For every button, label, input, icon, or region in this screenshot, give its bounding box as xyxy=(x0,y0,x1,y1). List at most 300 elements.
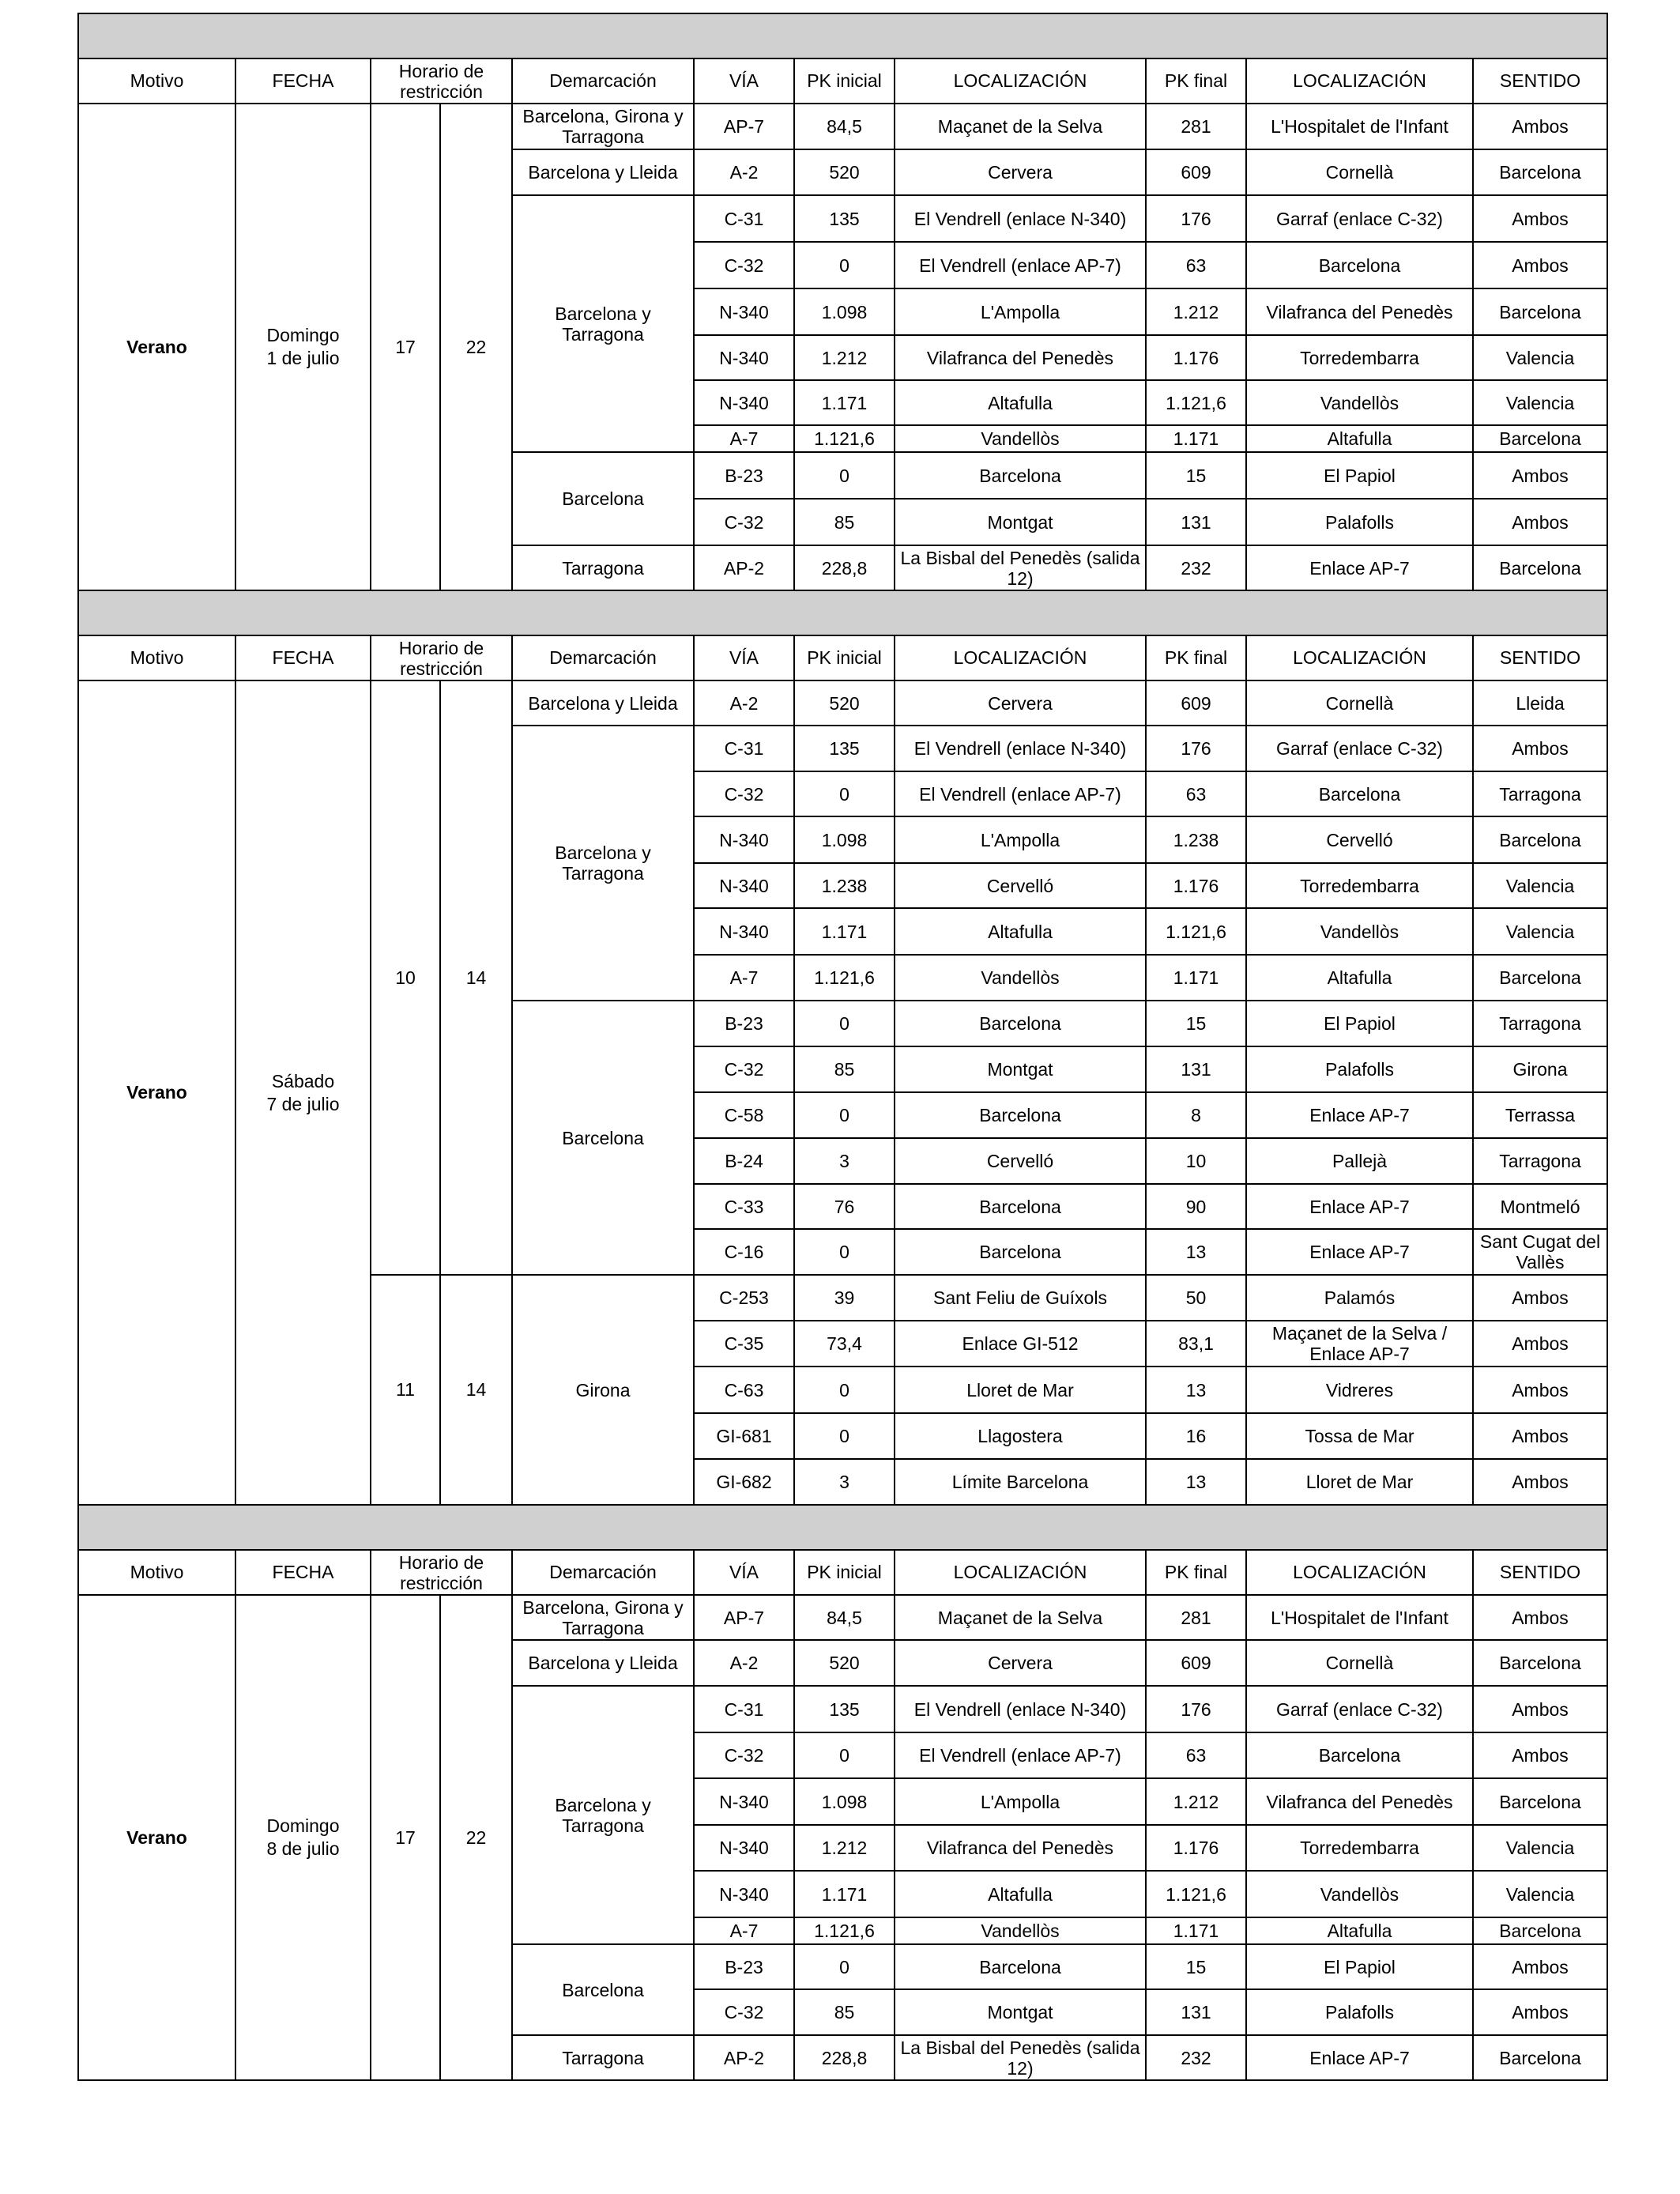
column-header: Demarcación xyxy=(512,1550,694,1595)
localizacion-final-cell: Altafulla xyxy=(1246,1917,1473,1944)
localizacion-final-cell: Cervelló xyxy=(1246,816,1473,863)
localizacion-final-cell: Altafulla xyxy=(1246,955,1473,1001)
pk-inicial-cell: 0 xyxy=(794,242,895,288)
localizacion-inicial-cell: Vandellòs xyxy=(895,955,1146,1001)
column-header: LOCALIZACIÓN xyxy=(1246,635,1473,680)
hora-fin-cell: 14 xyxy=(440,1275,512,1505)
hora-fin-cell: 14 xyxy=(440,680,512,1275)
localizacion-final-cell: Cornellà xyxy=(1246,1640,1473,1686)
localizacion-final-cell: Vidreres xyxy=(1246,1367,1473,1413)
column-header: Demarcación xyxy=(512,58,694,104)
demarcacion-cell: Barcelona, Girona y Tarragona xyxy=(512,104,694,149)
pk-inicial-cell: 1.171 xyxy=(794,380,895,425)
localizacion-final-cell: Torredembarra xyxy=(1246,863,1473,908)
localizacion-final-cell: Enlace AP-7 xyxy=(1246,545,1473,590)
pk-inicial-cell: 85 xyxy=(794,499,895,545)
pk-inicial-cell: 73,4 xyxy=(794,1321,895,1367)
via-cell: N-340 xyxy=(694,288,794,335)
pk-final-cell: 176 xyxy=(1146,195,1246,242)
localizacion-inicial-cell: Lloret de Mar xyxy=(895,1367,1146,1413)
table-row xyxy=(78,104,1607,149)
hora-inicio-cell: 10 xyxy=(371,680,440,1275)
sentido-cell: Barcelona xyxy=(1473,816,1607,863)
pk-inicial-cell: 3 xyxy=(794,1138,895,1184)
sentido-cell: Lleida xyxy=(1473,680,1607,726)
pk-final-cell: 13 xyxy=(1146,1459,1246,1505)
sentido-cell: Terrassa xyxy=(1473,1092,1607,1138)
sentido-cell: Ambos xyxy=(1473,1413,1607,1459)
localizacion-inicial-cell: L'Ampolla xyxy=(895,288,1146,335)
via-cell: AP-2 xyxy=(694,2035,794,2080)
localizacion-inicial-cell: Barcelona xyxy=(895,1092,1146,1138)
column-header: SENTIDO xyxy=(1473,1550,1607,1595)
pk-final-cell: 1.171 xyxy=(1146,425,1246,452)
demarcacion-cell: Barcelona, Girona y Tarragona xyxy=(512,1595,694,1640)
pk-final-cell: 1.176 xyxy=(1146,335,1246,380)
pk-inicial-cell: 1.212 xyxy=(794,335,895,380)
via-cell: A-2 xyxy=(694,1640,794,1686)
column-header: PK inicial xyxy=(794,635,895,680)
via-cell: C-35 xyxy=(694,1321,794,1367)
pk-inicial-cell: 85 xyxy=(794,1989,895,2035)
sentido-cell: Girona xyxy=(1473,1046,1607,1092)
pk-final-cell: 15 xyxy=(1146,452,1246,499)
localizacion-inicial-cell: Altafulla xyxy=(895,1871,1146,1917)
sentido-cell: Valencia xyxy=(1473,908,1607,955)
pk-inicial-cell: 84,5 xyxy=(794,104,895,149)
pk-inicial-cell: 228,8 xyxy=(794,2035,895,2080)
localizacion-final-cell: Enlace AP-7 xyxy=(1246,1092,1473,1138)
column-header: VÍA xyxy=(694,1550,794,1595)
section-band xyxy=(78,13,1607,58)
localizacion-final-cell: Barcelona xyxy=(1246,771,1473,816)
localizacion-inicial-cell: Altafulla xyxy=(895,380,1146,425)
localizacion-inicial-cell: Cervelló xyxy=(895,1138,1146,1184)
pk-final-cell: 1.238 xyxy=(1146,816,1246,863)
localizacion-inicial-cell: Montgat xyxy=(895,1989,1146,2035)
sentido-cell: Valencia xyxy=(1473,863,1607,908)
pk-final-cell: 83,1 xyxy=(1146,1321,1246,1367)
column-header: Horario de restricción xyxy=(371,635,512,680)
localizacion-inicial-cell: El Vendrell (enlace N-340) xyxy=(895,726,1146,771)
column-header: FECHA xyxy=(235,1550,371,1595)
localizacion-final-cell: El Papiol xyxy=(1246,452,1473,499)
hora-inicio-cell: 17 xyxy=(371,104,440,590)
sentido-cell: Ambos xyxy=(1473,452,1607,499)
sentido-cell: Barcelona xyxy=(1473,955,1607,1001)
localizacion-final-cell: Vandellòs xyxy=(1246,380,1473,425)
localizacion-inicial-cell: Cervera xyxy=(895,1640,1146,1686)
via-cell: A-7 xyxy=(694,1917,794,1944)
via-cell: C-32 xyxy=(694,1046,794,1092)
pk-inicial-cell: 1.121,6 xyxy=(794,1917,895,1944)
column-header: LOCALIZACIÓN xyxy=(895,58,1146,104)
demarcacion-cell: Barcelona y Lleida xyxy=(512,680,694,726)
localizacion-inicial-cell: L'Ampolla xyxy=(895,1778,1146,1825)
via-cell: N-340 xyxy=(694,1778,794,1825)
localizacion-inicial-cell: Cervera xyxy=(895,680,1146,726)
localizacion-inicial-cell: Límite Barcelona xyxy=(895,1459,1146,1505)
demarcacion-cell: Tarragona xyxy=(512,545,694,590)
pk-final-cell: 13 xyxy=(1146,1229,1246,1275)
pk-inicial-cell: 520 xyxy=(794,149,895,195)
localizacion-final-cell: Maçanet de la Selva / Enlace AP-7 xyxy=(1246,1321,1473,1367)
via-cell: AP-7 xyxy=(694,1595,794,1640)
localizacion-inicial-cell: Maçanet de la Selva xyxy=(895,104,1146,149)
pk-final-cell: 1.121,6 xyxy=(1146,380,1246,425)
localizacion-inicial-cell: Vandellòs xyxy=(895,1917,1146,1944)
via-cell: C-32 xyxy=(694,499,794,545)
via-cell: GI-681 xyxy=(694,1413,794,1459)
column-header: Horario de restricción xyxy=(371,58,512,104)
localizacion-final-cell: Enlace AP-7 xyxy=(1246,2035,1473,2080)
motivo-cell: Verano xyxy=(78,104,235,590)
localizacion-inicial-cell: El Vendrell (enlace AP-7) xyxy=(895,1732,1146,1778)
pk-final-cell: 8 xyxy=(1146,1092,1246,1138)
via-cell: N-340 xyxy=(694,1825,794,1871)
sentido-cell: Ambos xyxy=(1473,1944,1607,1989)
localizacion-inicial-cell: El Vendrell (enlace N-340) xyxy=(895,1686,1146,1732)
demarcacion-cell: Barcelona xyxy=(512,1944,694,2035)
pk-final-cell: 1.121,6 xyxy=(1146,908,1246,955)
via-cell: C-31 xyxy=(694,1686,794,1732)
localizacion-final-cell: L'Hospitalet de l'Infant xyxy=(1246,1595,1473,1640)
localizacion-inicial-cell: El Vendrell (enlace N-340) xyxy=(895,195,1146,242)
localizacion-final-cell: Cornellà xyxy=(1246,680,1473,726)
column-header: LOCALIZACIÓN xyxy=(895,635,1146,680)
localizacion-final-cell: Palamós xyxy=(1246,1275,1473,1321)
column-header: PK final xyxy=(1146,1550,1246,1595)
pk-inicial-cell: 39 xyxy=(794,1275,895,1321)
pk-final-cell: 15 xyxy=(1146,1001,1246,1046)
pk-final-cell: 232 xyxy=(1146,2035,1246,2080)
pk-inicial-cell: 1.098 xyxy=(794,288,895,335)
via-cell: B-23 xyxy=(694,452,794,499)
restriction-tables xyxy=(77,13,1605,2081)
via-cell: B-23 xyxy=(694,1001,794,1046)
pk-final-cell: 10 xyxy=(1146,1138,1246,1184)
sentido-cell: Ambos xyxy=(1473,104,1607,149)
demarcacion-cell: Barcelona y Lleida xyxy=(512,149,694,195)
via-cell: C-31 xyxy=(694,726,794,771)
pk-final-cell: 131 xyxy=(1146,1046,1246,1092)
pk-final-cell: 1.176 xyxy=(1146,863,1246,908)
via-cell: N-340 xyxy=(694,335,794,380)
pk-final-cell: 131 xyxy=(1146,499,1246,545)
sentido-cell: Ambos xyxy=(1473,1321,1607,1367)
column-header: FECHA xyxy=(235,635,371,680)
sentido-cell: Ambos xyxy=(1473,499,1607,545)
pk-inicial-cell: 85 xyxy=(794,1046,895,1092)
pk-final-cell: 281 xyxy=(1146,1595,1246,1640)
pk-inicial-cell: 520 xyxy=(794,680,895,726)
sentido-cell: Sant Cugat del Vallès xyxy=(1473,1229,1607,1275)
sentido-cell: Valencia xyxy=(1473,1871,1607,1917)
localizacion-final-cell: Enlace AP-7 xyxy=(1246,1184,1473,1229)
pk-final-cell: 176 xyxy=(1146,1686,1246,1732)
localizacion-inicial-cell: Barcelona xyxy=(895,1184,1146,1229)
pk-inicial-cell: 0 xyxy=(794,1367,895,1413)
via-cell: AP-7 xyxy=(694,104,794,149)
pk-inicial-cell: 1.121,6 xyxy=(794,955,895,1001)
pk-final-cell: 63 xyxy=(1146,771,1246,816)
localizacion-final-cell: Palafolls xyxy=(1246,499,1473,545)
pk-inicial-cell: 3 xyxy=(794,1459,895,1505)
localizacion-inicial-cell: L'Ampolla xyxy=(895,816,1146,863)
table-row xyxy=(78,680,1607,726)
pk-inicial-cell: 1.171 xyxy=(794,1871,895,1917)
pk-final-cell: 1.171 xyxy=(1146,1917,1246,1944)
localizacion-inicial-cell: Barcelona xyxy=(895,1229,1146,1275)
section-band xyxy=(78,1505,1607,1550)
localizacion-final-cell: Vandellòs xyxy=(1246,908,1473,955)
localizacion-final-cell: Barcelona xyxy=(1246,242,1473,288)
sentido-cell: Barcelona xyxy=(1473,288,1607,335)
pk-final-cell: 15 xyxy=(1146,1944,1246,1989)
localizacion-inicial-cell: Barcelona xyxy=(895,1944,1146,1989)
pk-final-cell: 1.171 xyxy=(1146,955,1246,1001)
column-header: PK inicial xyxy=(794,58,895,104)
hora-inicio-cell: 11 xyxy=(371,1275,440,1505)
via-cell: C-31 xyxy=(694,195,794,242)
pk-inicial-cell: 0 xyxy=(794,452,895,499)
localizacion-final-cell: L'Hospitalet de l'Infant xyxy=(1246,104,1473,149)
via-cell: N-340 xyxy=(694,908,794,955)
column-header: Horario de restricción xyxy=(371,1550,512,1595)
demarcacion-cell: Barcelona y Tarragona xyxy=(512,195,694,452)
fecha-cell: Domingo 1 de julio xyxy=(235,104,371,590)
localizacion-final-cell: Palafolls xyxy=(1246,1989,1473,2035)
pk-inicial-cell: 0 xyxy=(794,1413,895,1459)
localizacion-final-cell: Cornellà xyxy=(1246,149,1473,195)
sentido-cell: Ambos xyxy=(1473,1367,1607,1413)
localizacion-final-cell: El Papiol xyxy=(1246,1944,1473,1989)
sentido-cell: Barcelona xyxy=(1473,545,1607,590)
via-cell: C-32 xyxy=(694,771,794,816)
pk-inicial-cell: 228,8 xyxy=(794,545,895,590)
motivo-cell: Verano xyxy=(78,680,235,1505)
localizacion-final-cell: Altafulla xyxy=(1246,425,1473,452)
localizacion-inicial-cell: Llagostera xyxy=(895,1413,1146,1459)
pk-inicial-cell: 1.098 xyxy=(794,816,895,863)
sentido-cell: Ambos xyxy=(1473,1595,1607,1640)
sentido-cell: Valencia xyxy=(1473,1825,1607,1871)
sentido-cell: Ambos xyxy=(1473,1275,1607,1321)
sentido-cell: Ambos xyxy=(1473,242,1607,288)
column-header: Motivo xyxy=(78,635,235,680)
column-header: LOCALIZACIÓN xyxy=(1246,1550,1473,1595)
column-header: SENTIDO xyxy=(1473,635,1607,680)
localizacion-final-cell: El Papiol xyxy=(1246,1001,1473,1046)
pk-inicial-cell: 84,5 xyxy=(794,1595,895,1640)
pk-inicial-cell: 0 xyxy=(794,1092,895,1138)
sentido-cell: Montmeló xyxy=(1473,1184,1607,1229)
sentido-cell: Barcelona xyxy=(1473,1778,1607,1825)
localizacion-inicial-cell: Cervera xyxy=(895,149,1146,195)
demarcacion-cell: Barcelona y Tarragona xyxy=(512,726,694,1001)
sentido-cell: Tarragona xyxy=(1473,1001,1607,1046)
via-cell: C-16 xyxy=(694,1229,794,1275)
localizacion-inicial-cell: La Bisbal del Penedès (salida 12) xyxy=(895,545,1146,590)
restriction-table xyxy=(77,1504,1608,2081)
localizacion-final-cell: Lloret de Mar xyxy=(1246,1459,1473,1505)
localizacion-inicial-cell: Sant Feliu de Guíxols xyxy=(895,1275,1146,1321)
pk-inicial-cell: 135 xyxy=(794,195,895,242)
via-cell: N-340 xyxy=(694,380,794,425)
demarcacion-cell: Barcelona y Lleida xyxy=(512,1640,694,1686)
sentido-cell: Tarragona xyxy=(1473,1138,1607,1184)
localizacion-final-cell: Garraf (enlace C-32) xyxy=(1246,726,1473,771)
pk-inicial-cell: 520 xyxy=(794,1640,895,1686)
localizacion-final-cell: Barcelona xyxy=(1246,1732,1473,1778)
localizacion-final-cell: Palafolls xyxy=(1246,1046,1473,1092)
localizacion-inicial-cell: Cervelló xyxy=(895,863,1146,908)
column-header: PK final xyxy=(1146,58,1246,104)
sentido-cell: Barcelona xyxy=(1473,425,1607,452)
pk-final-cell: 281 xyxy=(1146,104,1246,149)
sentido-cell: Ambos xyxy=(1473,1989,1607,2035)
localizacion-final-cell: Enlace AP-7 xyxy=(1246,1229,1473,1275)
pk-final-cell: 16 xyxy=(1146,1413,1246,1459)
pk-final-cell: 176 xyxy=(1146,726,1246,771)
pk-inicial-cell: 1.212 xyxy=(794,1825,895,1871)
column-header: PK final xyxy=(1146,635,1246,680)
via-cell: C-63 xyxy=(694,1367,794,1413)
pk-inicial-cell: 76 xyxy=(794,1184,895,1229)
pk-inicial-cell: 135 xyxy=(794,1686,895,1732)
pk-inicial-cell: 1.098 xyxy=(794,1778,895,1825)
pk-inicial-cell: 0 xyxy=(794,1229,895,1275)
pk-inicial-cell: 0 xyxy=(794,771,895,816)
pk-final-cell: 1.212 xyxy=(1146,288,1246,335)
localizacion-final-cell: Garraf (enlace C-32) xyxy=(1246,1686,1473,1732)
localizacion-inicial-cell: El Vendrell (enlace AP-7) xyxy=(895,242,1146,288)
hora-fin-cell: 22 xyxy=(440,1595,512,2080)
pk-final-cell: 1.176 xyxy=(1146,1825,1246,1871)
column-header: SENTIDO xyxy=(1473,58,1607,104)
hora-fin-cell: 22 xyxy=(440,104,512,590)
via-cell: C-253 xyxy=(694,1275,794,1321)
via-cell: N-340 xyxy=(694,816,794,863)
pk-final-cell: 63 xyxy=(1146,242,1246,288)
via-cell: A-2 xyxy=(694,149,794,195)
pk-final-cell: 609 xyxy=(1146,1640,1246,1686)
via-cell: A-2 xyxy=(694,680,794,726)
hora-inicio-cell: 17 xyxy=(371,1595,440,2080)
via-cell: A-7 xyxy=(694,955,794,1001)
pk-inicial-cell: 0 xyxy=(794,1001,895,1046)
restriction-table xyxy=(77,13,1608,591)
localizacion-final-cell: Torredembarra xyxy=(1246,1825,1473,1871)
via-cell: N-340 xyxy=(694,1871,794,1917)
via-cell: N-340 xyxy=(694,863,794,908)
localizacion-final-cell: Vandellòs xyxy=(1246,1871,1473,1917)
table-row xyxy=(78,1595,1607,1640)
localizacion-inicial-cell: Barcelona xyxy=(895,1001,1146,1046)
pk-final-cell: 1.212 xyxy=(1146,1778,1246,1825)
sentido-cell: Ambos xyxy=(1473,1459,1607,1505)
column-header: LOCALIZACIÓN xyxy=(1246,58,1473,104)
localizacion-final-cell: Pallejà xyxy=(1246,1138,1473,1184)
localizacion-final-cell: Vilafranca del Penedès xyxy=(1246,1778,1473,1825)
localizacion-inicial-cell: Vilafranca del Penedès xyxy=(895,335,1146,380)
column-header: Motivo xyxy=(78,58,235,104)
demarcacion-cell: Barcelona y Tarragona xyxy=(512,1686,694,1944)
pk-final-cell: 131 xyxy=(1146,1989,1246,2035)
localizacion-final-cell: Tossa de Mar xyxy=(1246,1413,1473,1459)
pk-inicial-cell: 0 xyxy=(794,1732,895,1778)
via-cell: C-32 xyxy=(694,1989,794,2035)
via-cell: B-24 xyxy=(694,1138,794,1184)
header-row xyxy=(78,1550,1607,1595)
pk-inicial-cell: 135 xyxy=(794,726,895,771)
column-header: Motivo xyxy=(78,1550,235,1595)
localizacion-inicial-cell: Montgat xyxy=(895,1046,1146,1092)
via-cell: GI-682 xyxy=(694,1459,794,1505)
sentido-cell: Ambos xyxy=(1473,1732,1607,1778)
sentido-cell: Ambos xyxy=(1473,726,1607,771)
demarcacion-cell: Tarragona xyxy=(512,2035,694,2080)
demarcacion-cell: Barcelona xyxy=(512,452,694,545)
sentido-cell: Ambos xyxy=(1473,1686,1607,1732)
fecha-cell: Sábado 7 de julio xyxy=(235,680,371,1505)
pk-final-cell: 1.121,6 xyxy=(1146,1871,1246,1917)
via-cell: C-32 xyxy=(694,1732,794,1778)
localizacion-final-cell: Vilafranca del Penedès xyxy=(1246,288,1473,335)
column-header: LOCALIZACIÓN xyxy=(895,1550,1146,1595)
demarcacion-cell: Barcelona xyxy=(512,1001,694,1275)
via-cell: A-7 xyxy=(694,425,794,452)
header-row xyxy=(78,635,1607,680)
pk-final-cell: 63 xyxy=(1146,1732,1246,1778)
pk-final-cell: 90 xyxy=(1146,1184,1246,1229)
header-row xyxy=(78,58,1607,104)
localizacion-inicial-cell: Altafulla xyxy=(895,908,1146,955)
column-header: VÍA xyxy=(694,58,794,104)
localizacion-inicial-cell: Barcelona xyxy=(895,452,1146,499)
via-cell: B-23 xyxy=(694,1944,794,1989)
via-cell: AP-2 xyxy=(694,545,794,590)
pk-final-cell: 609 xyxy=(1146,149,1246,195)
sentido-cell: Valencia xyxy=(1473,380,1607,425)
pk-inicial-cell: 1.171 xyxy=(794,908,895,955)
pk-final-cell: 50 xyxy=(1146,1275,1246,1321)
sentido-cell: Barcelona xyxy=(1473,149,1607,195)
column-header: VÍA xyxy=(694,635,794,680)
pk-inicial-cell: 1.121,6 xyxy=(794,425,895,452)
demarcacion-cell: Girona xyxy=(512,1275,694,1505)
via-cell: C-58 xyxy=(694,1092,794,1138)
localizacion-final-cell: Garraf (enlace C-32) xyxy=(1246,195,1473,242)
restriction-table xyxy=(77,590,1608,1506)
sentido-cell: Barcelona xyxy=(1473,2035,1607,2080)
column-header: Demarcación xyxy=(512,635,694,680)
pk-final-cell: 609 xyxy=(1146,680,1246,726)
localizacion-final-cell: Torredembarra xyxy=(1246,335,1473,380)
pk-inicial-cell: 0 xyxy=(794,1944,895,1989)
localizacion-inicial-cell: Enlace GI-512 xyxy=(895,1321,1146,1367)
sentido-cell: Barcelona xyxy=(1473,1917,1607,1944)
column-header: PK inicial xyxy=(794,1550,895,1595)
motivo-cell: Verano xyxy=(78,1595,235,2080)
sentido-cell: Tarragona xyxy=(1473,771,1607,816)
localizacion-inicial-cell: Maçanet de la Selva xyxy=(895,1595,1146,1640)
sentido-cell: Barcelona xyxy=(1473,1640,1607,1686)
sentido-cell: Valencia xyxy=(1473,335,1607,380)
localizacion-inicial-cell: Vilafranca del Penedès xyxy=(895,1825,1146,1871)
pk-final-cell: 232 xyxy=(1146,545,1246,590)
localizacion-inicial-cell: La Bisbal del Penedès (salida 12) xyxy=(895,2035,1146,2080)
